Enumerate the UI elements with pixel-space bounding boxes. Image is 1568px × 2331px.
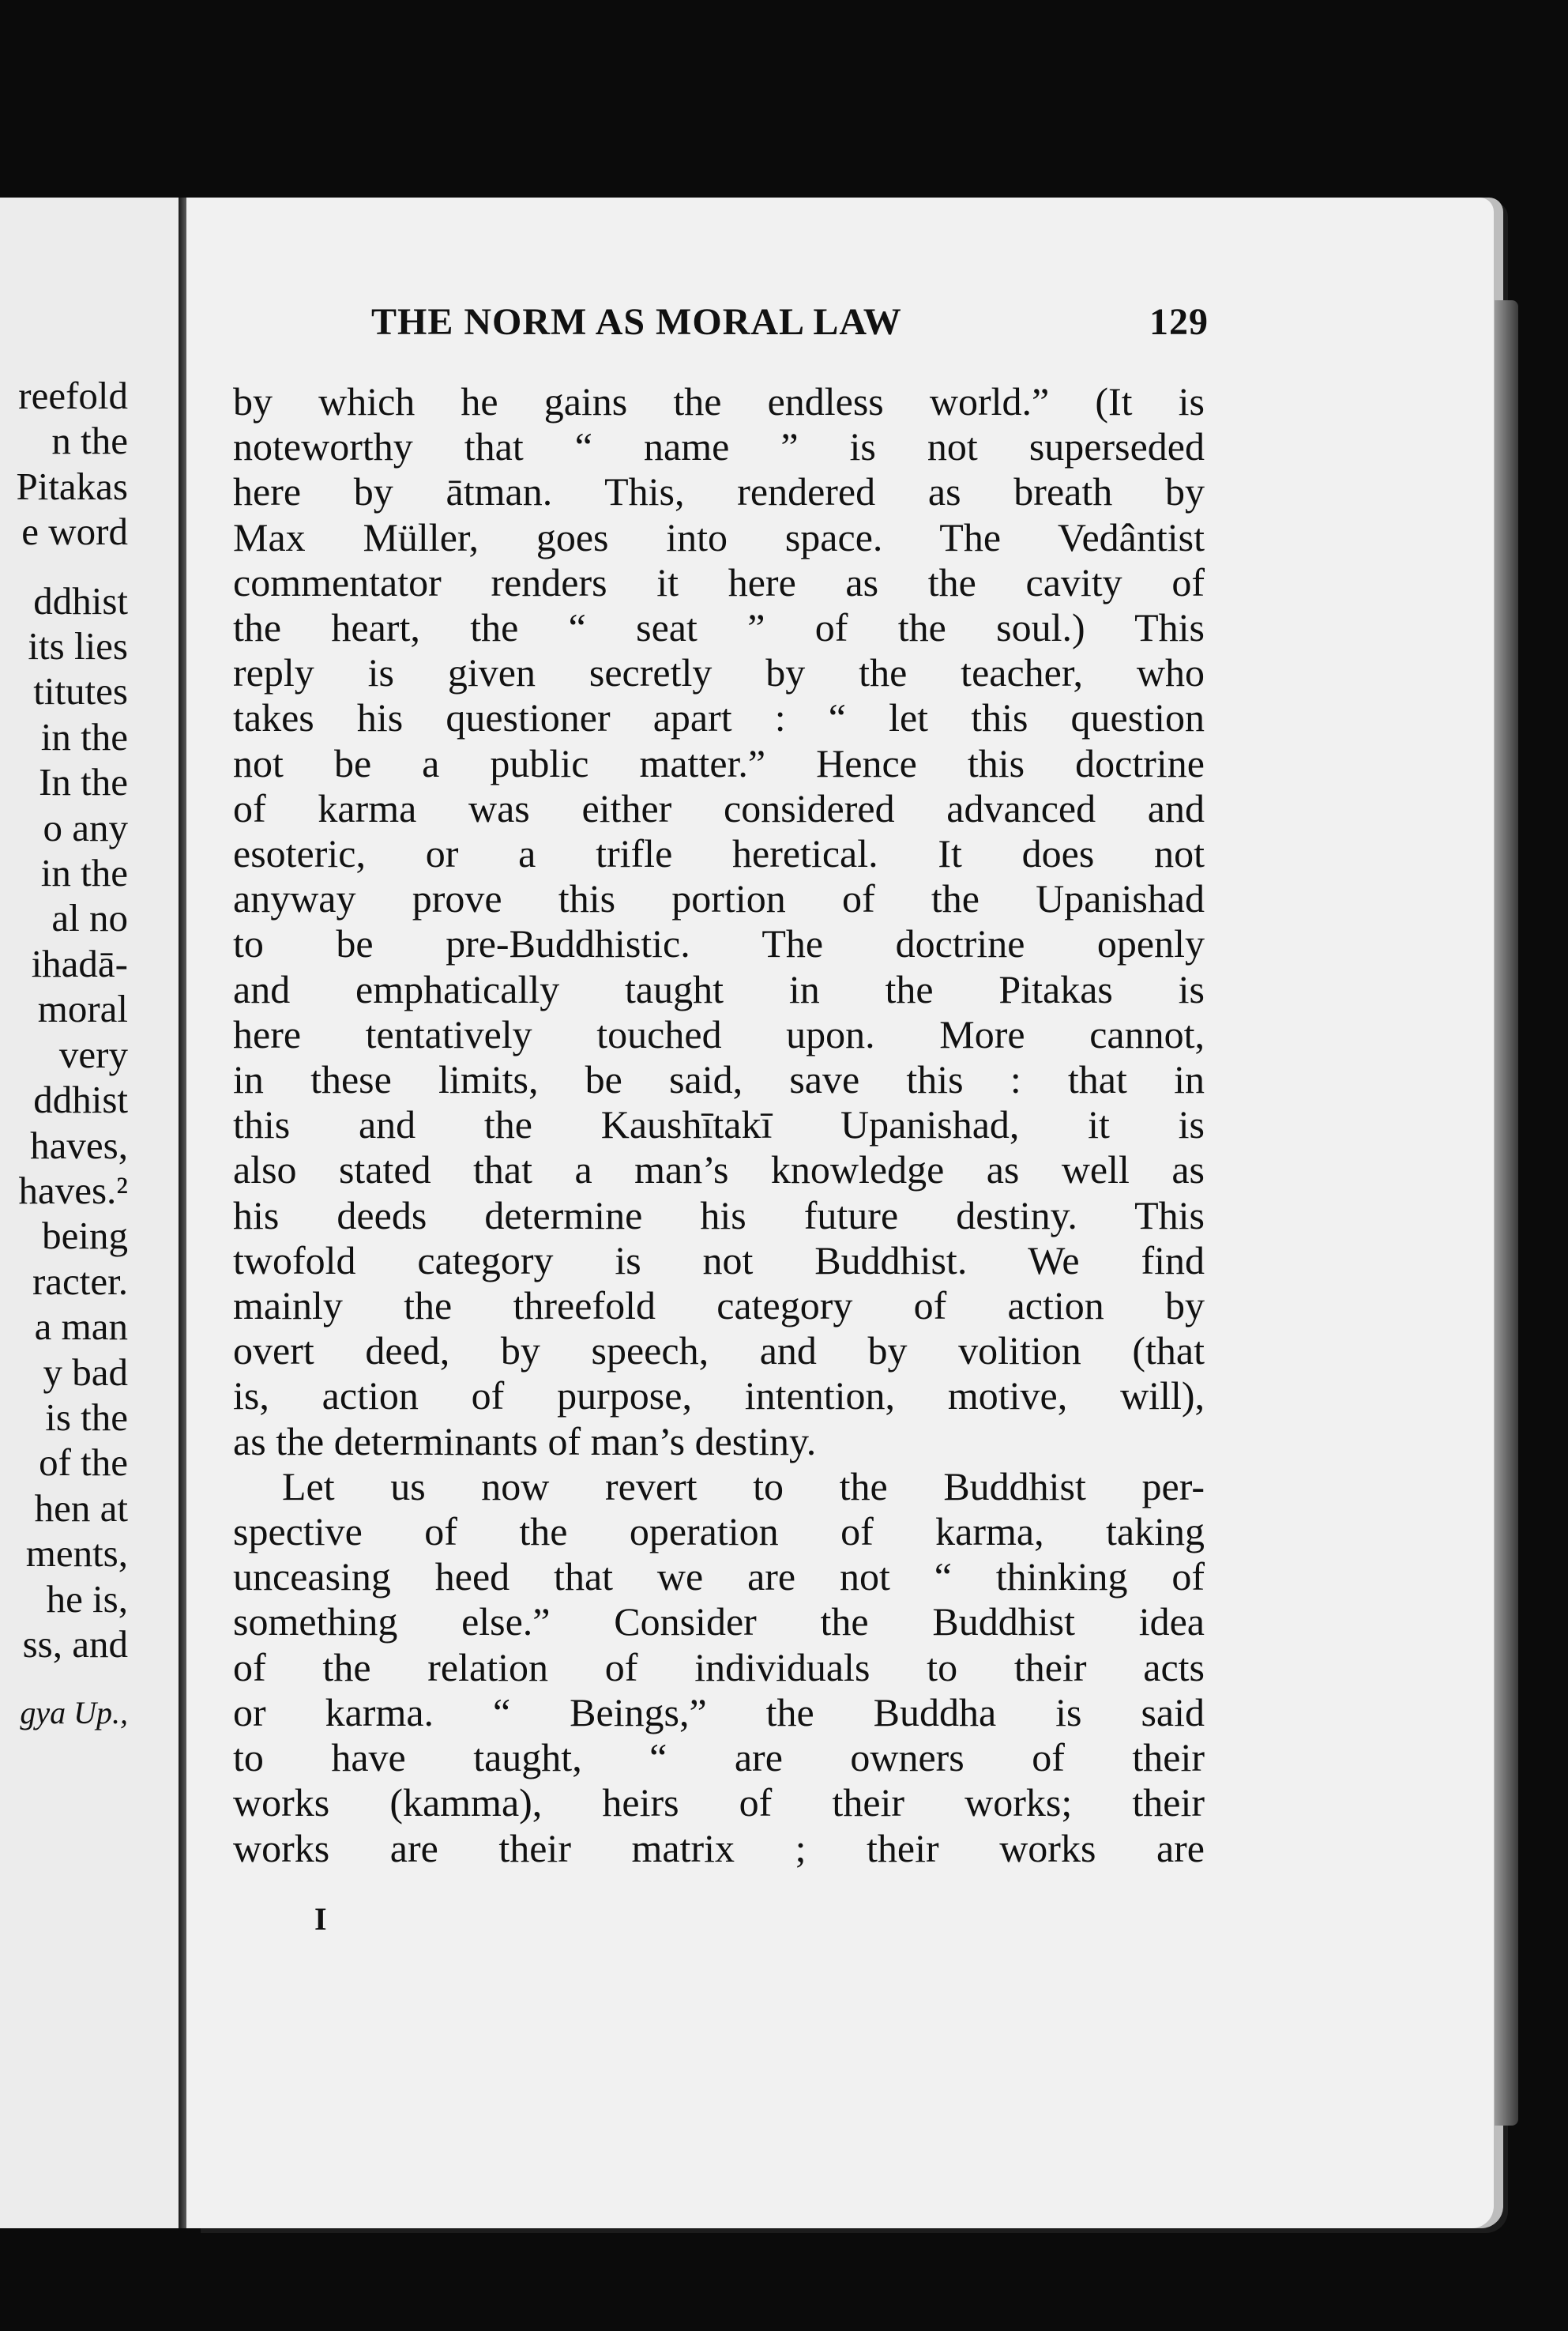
text-line: in these limits, be said, save this : that in	[233, 1057, 1205, 1102]
text-line: and emphatically taught in the Pitakas is	[233, 966, 1205, 1011]
text-line: Max Müller, goes into space. The Vedântist	[233, 514, 1205, 559]
text-line: commentator renders it here as the cavity of	[233, 559, 1205, 604]
page-edge	[1495, 300, 1518, 2126]
text-line: reply is given secretly by the teacher, who	[233, 650, 1205, 695]
text-line: ihadā-	[31, 941, 128, 985]
page-number: 129	[1149, 301, 1209, 343]
text-line: here tentatively touched upon. More cannot,	[233, 1011, 1205, 1056]
text-line: in the	[40, 851, 128, 895]
text-line: unceasing heed that we are not “ thinking of	[233, 1554, 1205, 1599]
footnote-fragment: gya Up.,	[20, 1695, 128, 1731]
running-header	[371, 300, 1209, 344]
text-line: hen at	[34, 1486, 128, 1530]
paragraph-gap	[0, 555, 128, 578]
text-line: he is,	[46, 1576, 128, 1621]
text-line: is, action of purpose, intention, motive, will),	[233, 1373, 1205, 1418]
text-line: ss, and	[22, 1621, 128, 1666]
text-line: as the determinants of man’s destiny.	[233, 1418, 817, 1463]
text-line: here by ātman. This, rendered as breath by	[233, 469, 1205, 514]
text-line: noteworthy that “ name ” is not superseded	[233, 424, 1205, 469]
text-line: its lies	[28, 624, 128, 668]
text-line: esoteric, or a trifle heretical. It does not	[233, 831, 1205, 876]
text-line: titutes	[33, 669, 128, 714]
text-line: anyway prove this portion of the Upanishad	[233, 876, 1205, 921]
text-line: not be a public matter.” Hence this doctrine	[233, 740, 1205, 785]
running-title: THE NORM AS MORAL LAW	[371, 301, 902, 343]
text-line: works are their matrix ; their works are	[233, 1825, 1205, 1870]
text-line: takes his questioner apart : “ let this question	[233, 695, 1205, 740]
text-line: or karma. “ Beings,” the Buddha is said	[233, 1689, 1205, 1734]
text-line: to have taught, “ are owners of their	[233, 1735, 1205, 1780]
text-line: In the	[39, 760, 128, 804]
text-line: o any	[43, 805, 128, 849]
previous-page-text	[0, 373, 128, 1736]
text-line: to be pre-Buddhistic. The doctrine openly	[233, 921, 1205, 966]
text-line: n the	[51, 419, 128, 463]
previous-page	[0, 198, 184, 2228]
text-line: a man	[34, 1305, 128, 1349]
text-line: ddhist	[33, 1078, 128, 1122]
paragraph-start-line: Let us now revert to the Buddhist per-	[282, 1463, 1205, 1508]
text-line: moral	[37, 987, 128, 1031]
text-line: also stated that a man’s knowledge as well as	[233, 1147, 1205, 1192]
text-line: works (kamma), heirs of their works; their	[233, 1780, 1205, 1825]
text-line: Pitakas	[16, 464, 128, 508]
text-line: of the	[39, 1440, 128, 1485]
text-line: al no	[51, 896, 128, 940]
text-line: very	[58, 1032, 128, 1076]
text-line: ddhist	[33, 578, 128, 623]
text-line: ments,	[25, 1531, 128, 1576]
text-line: e word	[21, 510, 128, 554]
text-line: his deeds determine his future destiny. This	[233, 1192, 1205, 1237]
text-line: something else.” Consider the Buddhist idea	[233, 1599, 1205, 1644]
text-line: overt deed, by speech, and by volition (that	[233, 1328, 1205, 1373]
body-text	[233, 379, 1205, 1871]
text-line: this and the Kaushītakī Upanishad, it is	[233, 1102, 1205, 1147]
text-line: the heart, the “ seat ” of the soul.) This	[233, 605, 1205, 650]
text-line: of the relation of individuals to their acts	[233, 1644, 1205, 1689]
text-line: in the	[40, 714, 128, 759]
text-line: by which he gains the endless world.” (It is	[233, 379, 1205, 424]
text-line: haves,	[30, 1123, 128, 1167]
paragraph-gap	[0, 1666, 128, 1690]
text-line: mainly the threefold category of action by	[233, 1283, 1205, 1328]
text-line: racter.	[32, 1259, 128, 1303]
text-line: y bad	[43, 1350, 128, 1394]
text-line: of karma was either considered advanced and	[233, 785, 1205, 830]
text-line: spective of the operation of karma, taking	[233, 1509, 1205, 1554]
text-line: reefold	[18, 374, 128, 417]
text-line: twofold category is not Buddhist. We find	[233, 1237, 1205, 1282]
signature-mark: I	[314, 1901, 327, 1937]
text-line: haves.²	[18, 1168, 128, 1212]
text-line: is the	[45, 1395, 128, 1439]
text-line: being	[42, 1214, 128, 1258]
